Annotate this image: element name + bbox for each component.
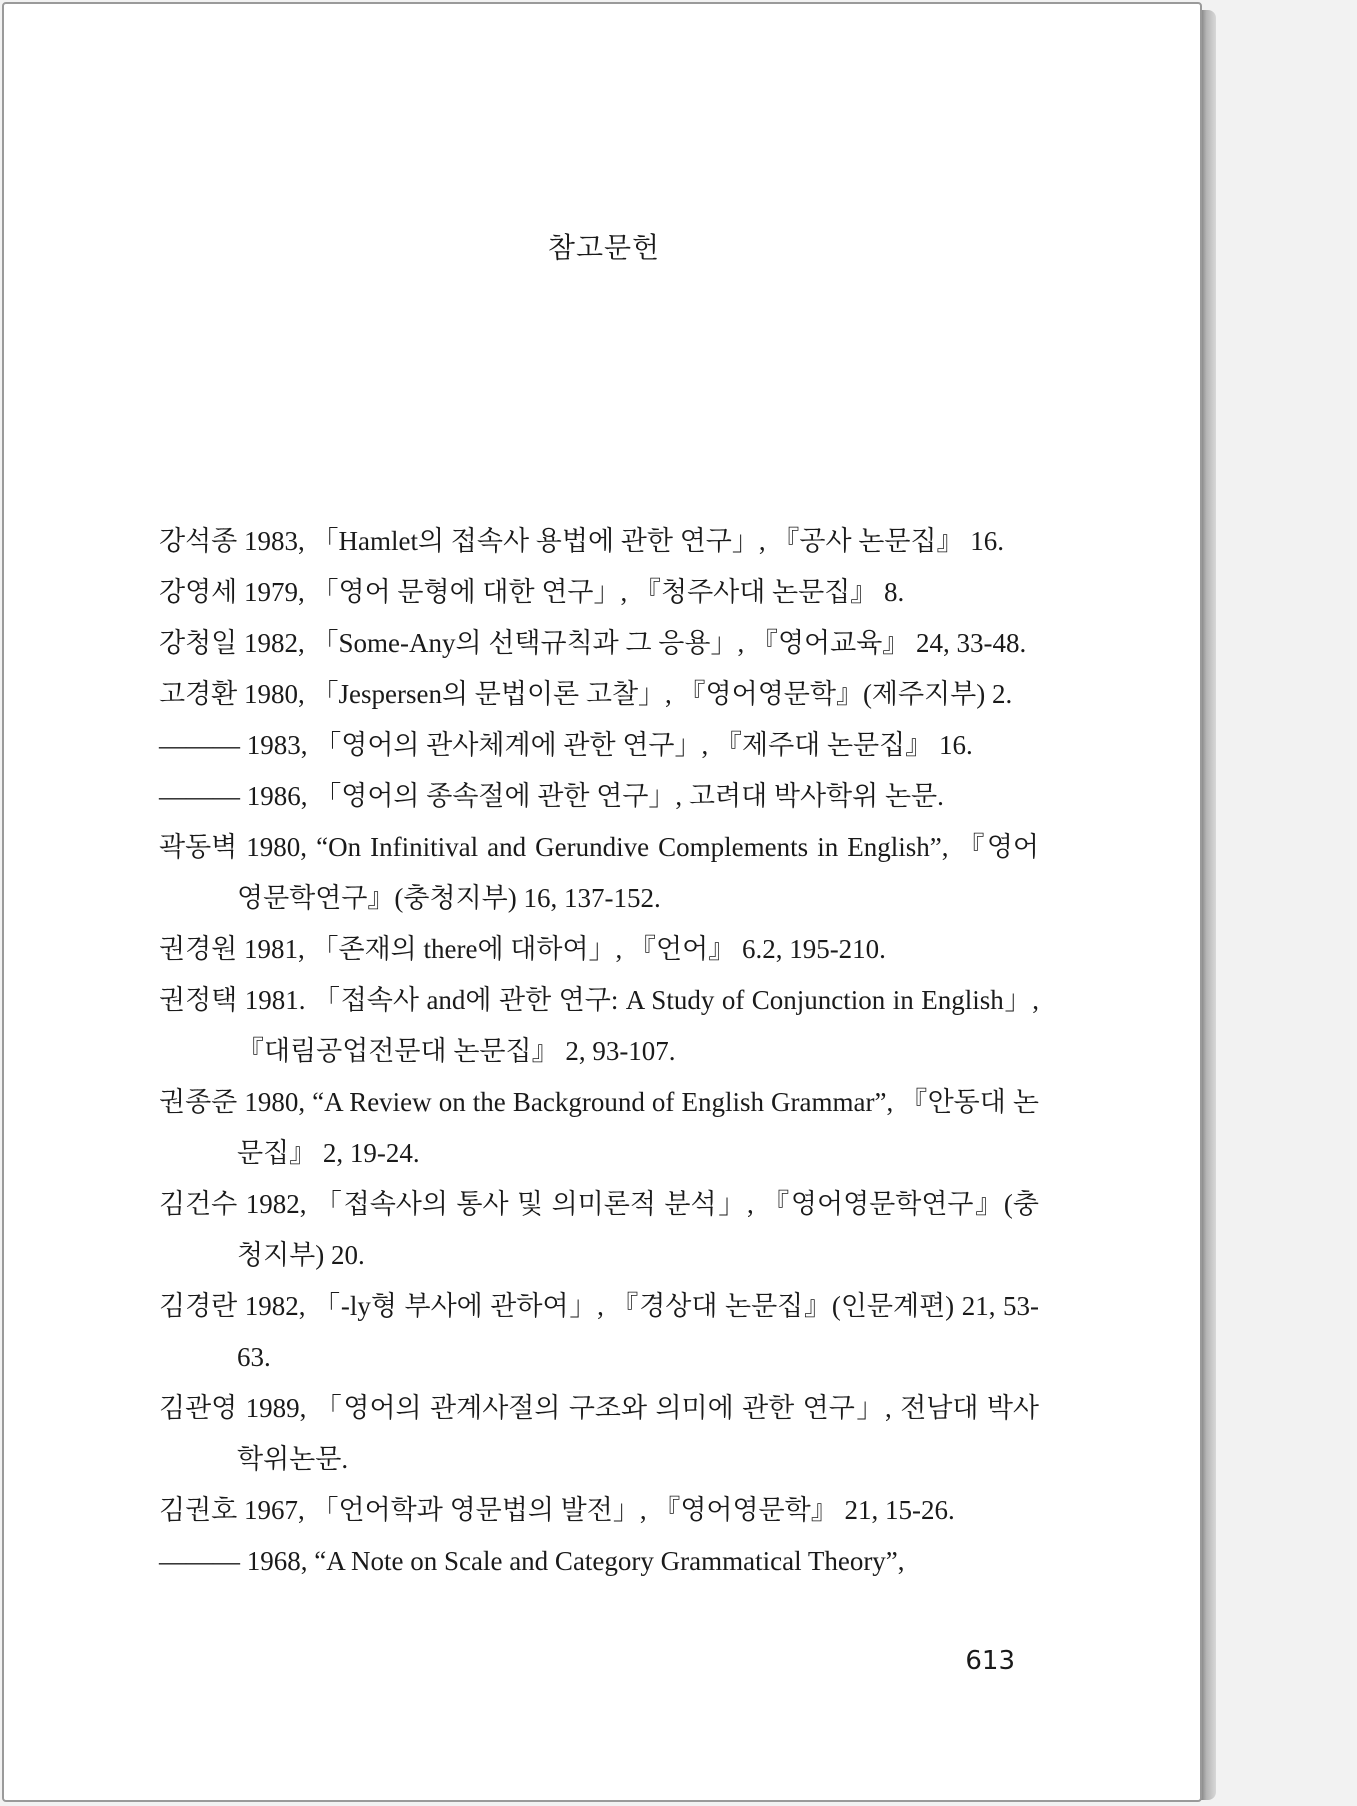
page-number: 613 (965, 1646, 1015, 1676)
reference-entry: 강영세 1979, 「영어 문형에 대한 연구」, 『청주사대 논문집』 8. (159, 577, 905, 607)
reference-entry: 권경원 1981, 「존재의 there에 대하여」, 『언어』 6.2, 195-210. (159, 934, 886, 964)
reference-entry: ——— 1968, “A Note on Scale and Category Grammatical Theory”, (159, 1546, 905, 1576)
reference-entry: 김권호 1967, 「언어학과 영문법의 발전」, 『영어영문학』 21, 15-26. (159, 1495, 955, 1525)
reference-entry: 김건수 1982, 「접속사의 통사 및 의미론적 분석」, 『영어영문학연구』(충청지부) 20. (159, 1189, 1039, 1270)
reference-entry: 권종준 1980, “A Review on the Background of English Grammar”, 『안동대 논문집』 2, 19-24. (159, 1087, 1039, 1168)
reference-entry: 곽동벽 1980, “On Infinitival and Gerundive Complements in English”, 『영어영문학연구』(충청지부) 16, 137-152. (159, 832, 1039, 913)
reference-entry: 권정택 1981. 「접속사 and에 관한 연구: A Study of Conjunction in English」, 『대림공업전문대 논문집』 2, 93-107. (159, 985, 1039, 1066)
document-page (2, 2, 1202, 1802)
reference-entry: ——— 1983, 「영어의 관사체계에 관한 연구」, 『제주대 논문집』 16. (159, 730, 973, 760)
page-title: 참고문헌 (547, 231, 661, 264)
reference-entry: 김관영 1989, 「영어의 관계사절의 구조와 의미에 관한 연구」, 전남대 박사학위논문. (159, 1393, 1039, 1474)
reference-entry: ——— 1986, 「영어의 종속절에 관한 연구」, 고려대 박사학위 논문. (159, 781, 944, 811)
reference-entry: 김경란 1982, 「-ly형 부사에 관하여」, 『경상대 논문집』(인문계편) 21, 53-63. (159, 1291, 1039, 1372)
reference-list (159, 516, 1039, 1587)
reference-entry: 강청일 1982, 「Some-Any의 선택규칙과 그 응용」, 『영어교육』 24, 33-48. (159, 628, 1027, 658)
page-edge-shadow (1200, 10, 1216, 1800)
reference-entry: 강석종 1983, 「Hamlet의 접속사 용법에 관한 연구」, 『공사 논문집』 16. (159, 526, 1005, 556)
reference-entry: 고경환 1980, 「Jespersen의 문법이론 고찰」, 『영어영문학』(제주지부) 2. (159, 679, 1013, 709)
